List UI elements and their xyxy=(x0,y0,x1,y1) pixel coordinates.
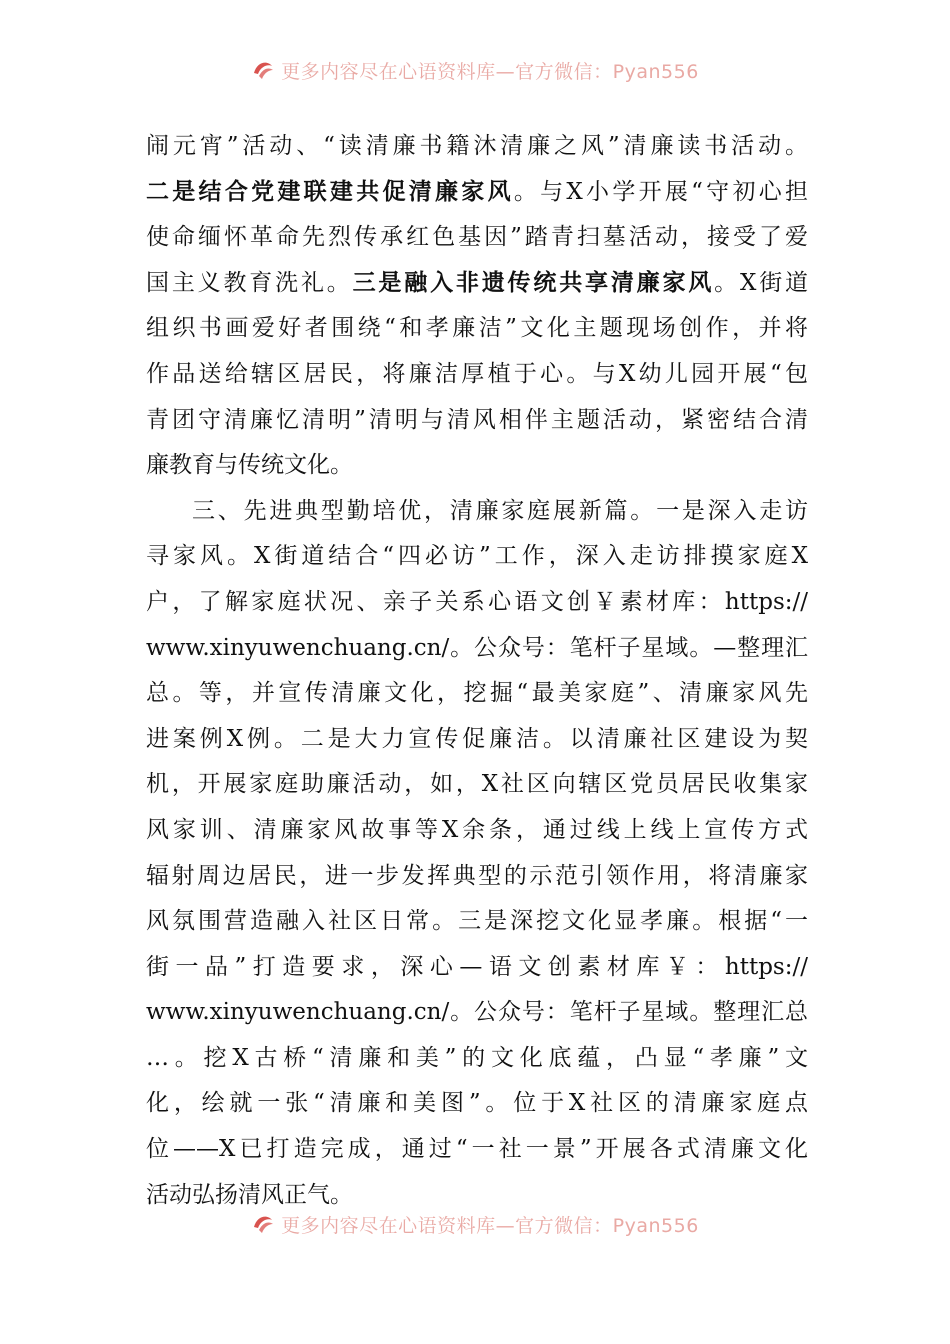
bold-heading: 二是结合党建联建共促清廉家风 xyxy=(146,178,514,205)
text-line: 闹元宵”活动、“读清廉书籍沐清廉之风”清廉读书活动。 xyxy=(146,133,808,159)
text-run: 国主义教育洗礼。 xyxy=(146,269,353,296)
watermark-header xyxy=(0,56,950,84)
watermark-logo-icon xyxy=(251,58,275,82)
paragraph-line: 风家训、清廉家风故事等X余条，通过线上线上宣传方式 xyxy=(146,816,808,843)
paragraph-line: 寻家风。X街道结合“四必访”工作，深入走访排摸家庭X xyxy=(146,543,808,570)
watermark-logo-icon xyxy=(251,1212,275,1236)
paragraph-line: 进案例X例。二是大力宣传促廉洁。以清廉社区建设为契 xyxy=(146,725,808,752)
text-line: 作品送给辖区居民，将廉洁厚植于心。与X幼儿园开展“包 xyxy=(146,360,808,387)
paragraph-line: 位——X已打造完成，通过“一社一景”开展各式清廉文化 xyxy=(146,1136,808,1163)
paragraph-line: 活动弘扬清风正气。 xyxy=(146,1181,353,1208)
paragraph-line: 三、先进典型勤培优，清廉家庭展新篇。一是深入走访 xyxy=(192,497,808,524)
paragraph-line: …。挖X古桥“清廉和美”的文化底蕴，凸显“孝廉”文 xyxy=(146,1044,808,1071)
paragraph-line: 辐射周边居民，进一步发挥典型的示范引领作用，将清廉家 xyxy=(146,862,808,889)
text-line: 青团守清廉忆清明”清明与清风相伴主题活动，紧密结合清 xyxy=(146,406,808,433)
paragraph-line: 化，绘就一张“清廉和美图”。位于X社区的清廉家庭点 xyxy=(146,1090,808,1117)
text-line xyxy=(146,261,808,307)
text-line: 廉教育与传统文化。 xyxy=(146,452,353,479)
paragraph-line: 风氛围营造融入社区日常。三是深挖文化显孝廉。根据“一 xyxy=(146,908,808,935)
paragraph-line: 总。等，并宣传清廉文化，挖掘“最美家庭”、清廉家风先 xyxy=(146,680,808,707)
text-line: 使命缅怀革命先烈传承红色基因”踏青扫墓活动，接受了爱 xyxy=(146,224,808,251)
paragraph-line: 机，开展家庭助廉活动，如，X社区向辖区党员居民收集家 xyxy=(146,771,808,798)
paragraph-line: 街一品”打造要求，深心—语文创素材库￥：https:// xyxy=(146,953,808,980)
paragraph-line: www.xinyuwenchuang.cn/。公众号：笔杆子星域。整理汇总 xyxy=(146,999,808,1026)
paragraph-line: 户，了解家庭状况、亲子关系心语文创￥素材库：https:// xyxy=(146,588,808,615)
watermark-text: 更多内容尽在心语资料库—官方微信：Pyan556 xyxy=(281,60,699,83)
text-run: 。X街道 xyxy=(714,269,808,296)
watermark-footer xyxy=(0,1210,950,1238)
text-line xyxy=(146,170,808,216)
watermark-text: 更多内容尽在心语资料库—官方微信：Pyan556 xyxy=(281,1214,699,1237)
document-body xyxy=(146,124,808,1218)
text-run: 。与X小学开展“守初心担 xyxy=(513,178,808,205)
paragraph-line: www.xinyuwenchuang.cn/。公众号：笔杆子星域。—整理汇 xyxy=(146,634,808,661)
text-line: 组织书画爱好者围绕“和孝廉洁”文化主题现场创作，并将 xyxy=(146,315,808,342)
bold-heading: 三是融入非遗传统共享清廉家风 xyxy=(352,269,715,296)
